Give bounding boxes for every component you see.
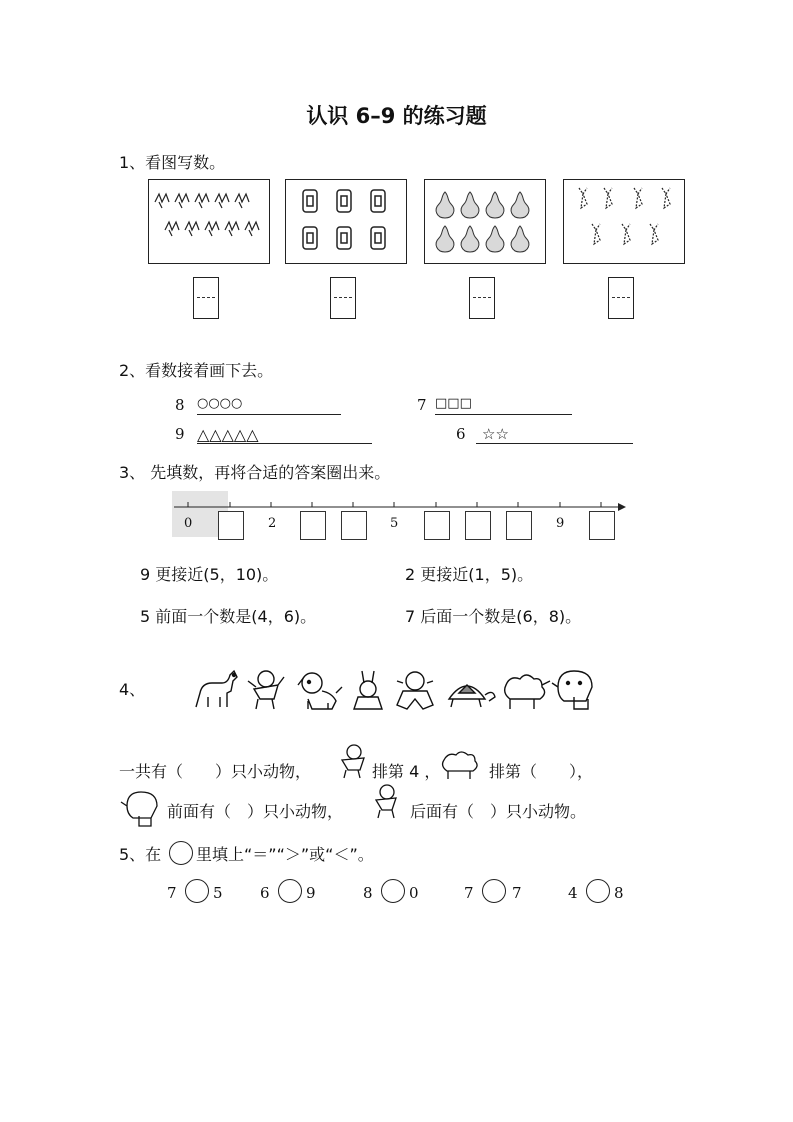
q2-number: 8 (175, 396, 185, 414)
compare-number: 7 (167, 884, 177, 902)
answer-box[interactable] (469, 277, 495, 319)
compare-circle[interactable] (482, 879, 506, 903)
compare-number: 7 (464, 884, 474, 902)
child-icon (248, 671, 284, 709)
q2-draw-line[interactable] (435, 396, 572, 415)
q4-line2-b: 后面有（ ）只小动物。 (410, 802, 587, 821)
picture-box-carrots (563, 179, 685, 264)
sheep-icon (505, 675, 550, 709)
child-icon (370, 782, 414, 828)
q3-item: 7 后面一个数是(6，8)。 (405, 607, 582, 626)
q4-label: 4、 (119, 680, 146, 699)
tick-label: 5 (390, 516, 399, 531)
elephant-icon (552, 671, 592, 709)
q2-shapes: ☆☆ (482, 425, 509, 443)
carrots-illustration (564, 180, 684, 263)
number-line-box[interactable] (589, 511, 615, 540)
compare-number: 8 (363, 884, 373, 902)
tick-label: 2 (268, 516, 277, 531)
q2-shapes: △△△△△ (197, 425, 259, 444)
number-line-box[interactable] (300, 511, 326, 540)
picture-box-blocks (285, 179, 407, 264)
q2-number: 7 (417, 396, 427, 414)
circle-icon (169, 841, 193, 865)
elephant-icon (119, 788, 163, 834)
number-line-box[interactable] (465, 511, 491, 540)
number-line-box[interactable] (506, 511, 532, 540)
q4-line2-a: 前面有（ ）只小动物， (167, 802, 344, 821)
number-line-box[interactable] (341, 511, 367, 540)
q2-label: 2、看数接着画下去。 (119, 361, 274, 380)
q3-label: 3、 先填数，再将合适的答案圈出来。 (119, 463, 391, 482)
compare-number: 7 (512, 884, 522, 902)
sheep-icon (440, 748, 484, 794)
q2-draw-line[interactable] (197, 425, 372, 444)
rabbit-icon (354, 671, 382, 709)
compare-number: 8 (614, 884, 624, 902)
birds-illustration (149, 180, 269, 263)
page-title: 认识 6–9 的练习题 (306, 104, 487, 128)
q3-item: 2 更接近(1，5)。 (405, 565, 534, 584)
compare-number: 5 (213, 884, 223, 902)
picture-box-birds (148, 179, 270, 264)
compare-number: 9 (306, 884, 316, 902)
q4-line1-a: 一共有（ ）只小动物， (119, 762, 312, 781)
monkey-icon (397, 672, 433, 709)
tick-label: 0 (184, 516, 193, 531)
q2-number: 9 (175, 425, 185, 443)
compare-number: 6 (260, 884, 270, 902)
pears-illustration (425, 180, 545, 263)
compare-number: 4 (568, 884, 578, 902)
q3-item: 5 前面一个数是(4，6)。 (140, 607, 317, 626)
animals-row (190, 667, 600, 717)
tick-label: 9 (556, 516, 565, 531)
q2-shapes: □□□ (435, 396, 472, 411)
answer-box[interactable] (608, 277, 634, 319)
compare-number: 0 (409, 884, 419, 902)
compare-circle[interactable] (586, 879, 610, 903)
q3-item: 9 更接近(5，10)。 (140, 565, 279, 584)
compare-circle[interactable] (278, 879, 302, 903)
blocks-illustration (286, 180, 406, 263)
q4-line1-b: 排第 4 ， (372, 762, 441, 781)
turtle-icon (449, 685, 495, 707)
q5-label-b: 里填上“＝”“＞”或“＜”。 (196, 845, 374, 864)
answer-box[interactable] (330, 277, 356, 319)
q5-label-a: 5、在 (119, 845, 162, 864)
dog-icon (298, 673, 342, 709)
number-line-box[interactable] (218, 511, 244, 540)
number-line-box[interactable] (424, 511, 450, 540)
compare-circle[interactable] (185, 879, 209, 903)
q2-number: 6 (456, 425, 466, 443)
q2-shapes: ○○○○ (197, 396, 243, 411)
q1-label: 1、看图写数。 (119, 153, 226, 172)
picture-box-pears (424, 179, 546, 264)
answer-box[interactable] (193, 277, 219, 319)
q2-draw-line[interactable] (476, 425, 633, 444)
q2-draw-line[interactable] (197, 396, 341, 415)
q4-line1-c: 排第（ ）， (489, 762, 594, 781)
horse-icon (196, 671, 237, 707)
compare-circle[interactable] (381, 879, 405, 903)
